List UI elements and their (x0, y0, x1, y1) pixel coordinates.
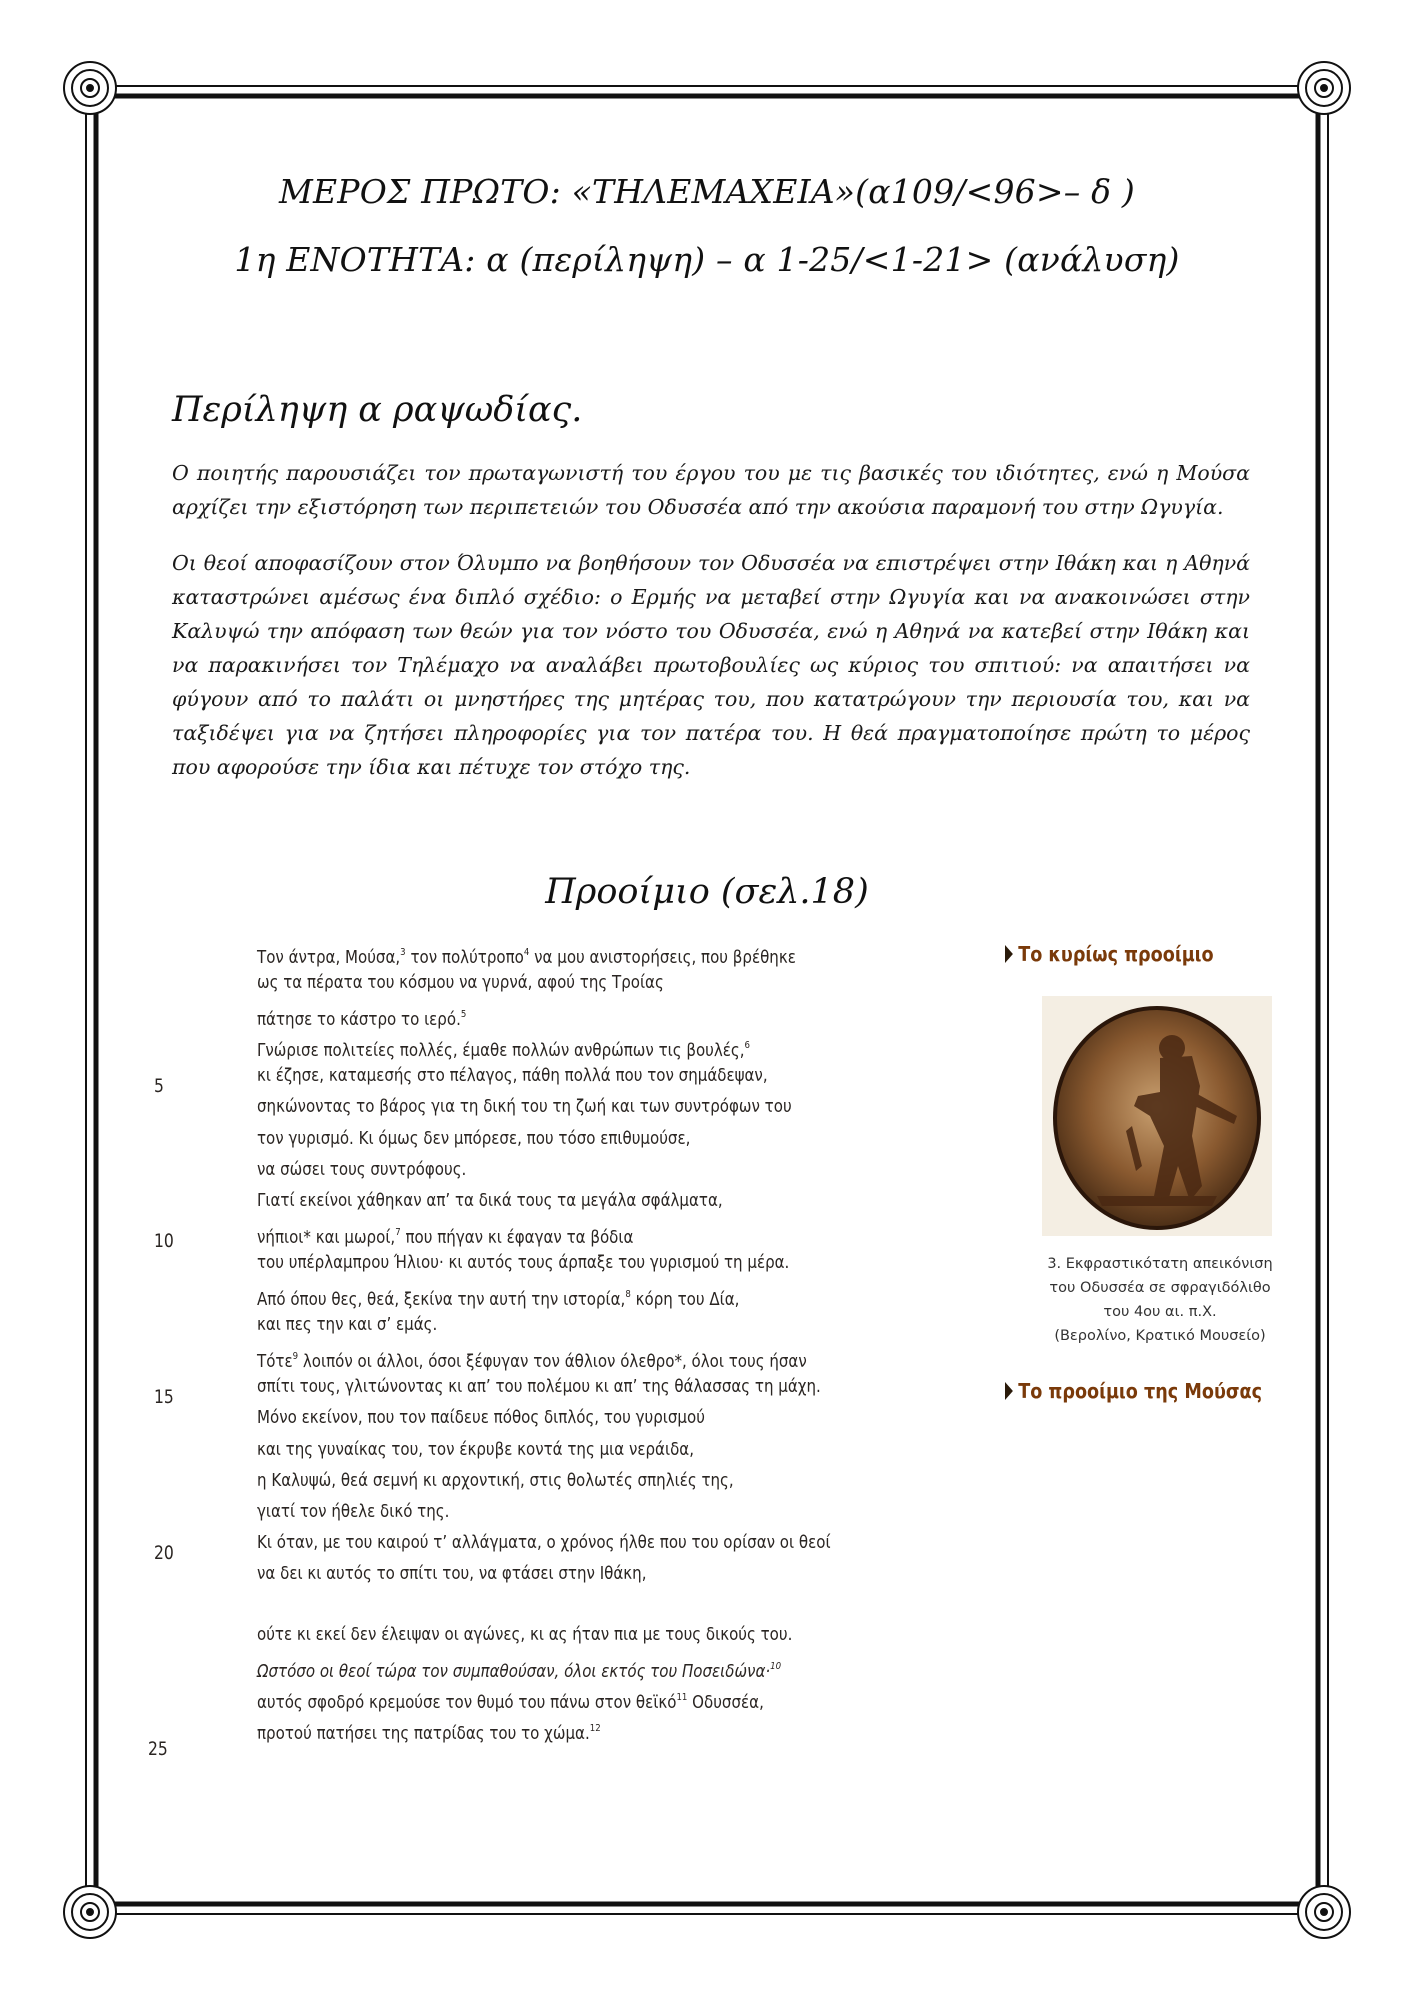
verse-text: σηκώνοντας το βάρος για τη δική του τη ζωή και των συντρόφων του (257, 1097, 792, 1118)
footnote-ref: 6 (744, 1040, 751, 1052)
triangle-bullet-icon (1005, 945, 1013, 963)
verse-line (257, 1124, 807, 1155)
verse-line (257, 1279, 807, 1310)
verse-line (257, 968, 807, 999)
footnote-ref: 12 (589, 1723, 601, 1735)
verse-line (257, 1435, 807, 1466)
unit-heading: 1η ΕΝΟΤΗΤΑ: α (περίληψη) – α 1-25/<1-21> (ανάλυση) (234, 240, 1180, 279)
summary-paragraph-1: Ο ποιητής παρουσιάζει τον πρωταγωνιστή του έργου του με τις βασικές του ιδιότητες, ενώ η Μούσα αρχίζει την εξιστόρηση των περιπετειών του Οδυσσέα από την ακούσια παραμονή του στην Ωγυγία. (172, 461, 1250, 519)
line-number: 5 (154, 1075, 164, 1097)
verse-line (257, 1248, 807, 1279)
verse-text: νήπιοι* και μωροί, (257, 1227, 396, 1248)
footnote-ref: 9 (292, 1351, 299, 1363)
verse-line (257, 1341, 807, 1372)
footnote-ref: 7 (395, 1226, 401, 1238)
caption-line: του 4ου αι. π.Χ. (1103, 1304, 1217, 1320)
verse-line (257, 1497, 807, 1528)
verse-text: Κι όταν, με του καιρού τ’ αλλάγματα, ο χρόνος ήλθε που του ορίσαν οι θεοί (257, 1532, 831, 1553)
verse-line (257, 1092, 807, 1123)
verse-line (257, 1651, 807, 1682)
sidebar-heading-muse-prooimio (1005, 1379, 1262, 1403)
verse-line (257, 1713, 807, 1744)
verse-text: κόρη του Δία, (630, 1290, 740, 1311)
corner-ornament-bl (64, 1886, 116, 1938)
verse-text: Ωστόσο οι θεοί τώρα τον συμπαθούσαν, όλοι εκτός του Ποσειδώνα· (257, 1662, 771, 1683)
verse-text: Μόνο εκείνον, που τον παίδευε πόθος διπλός, του γυρισμού (257, 1408, 705, 1429)
verse-line (257, 1559, 807, 1590)
seal-stone-image (1042, 996, 1272, 1236)
line-number: 25 (148, 1738, 168, 1760)
corner-ornament-tl (64, 62, 116, 114)
verse-line (257, 1466, 807, 1497)
verse-text: να μου ανιστορήσεις, που βρέθηκε (529, 948, 796, 968)
footnote-ref: 8 (625, 1289, 631, 1301)
corner-ornament-br (1298, 1886, 1350, 1938)
line-number: 20 (154, 1542, 174, 1564)
image-caption (1000, 1252, 1320, 1348)
sidebar-heading-label: Το προοίμιο της Μούσας (1018, 1379, 1263, 1403)
verse-line (257, 1030, 807, 1061)
verse-text: Οδυσσέα, (687, 1693, 764, 1714)
footnote-ref: 11 (676, 1692, 688, 1704)
verse-line (257, 1620, 807, 1651)
verse-line (257, 937, 807, 968)
verse-text: να δει κι αυτός το σπίτι του, να φτάσει στην Ιθάκη, (257, 1563, 647, 1584)
caption-line: του Οδυσσέα σε σφραγιδόλιθο (1049, 1280, 1271, 1296)
verse-text: του υπέρλαμπρου Ήλιου· κι αυτός τους άρπαξε του γυρισμού τη μέρα. (257, 1252, 790, 1273)
verse-line (257, 1155, 807, 1186)
verse-text: και της γυναίκας του, τον έκρυβε κοντά της μια νεράιδα, (257, 1439, 694, 1460)
verse-text: Τότε (257, 1352, 293, 1373)
verse-text: λοιπόν οι άλλοι, όσοι ξέφυγαν τον άθλιον όλεθρο*, όλοι τους ήσαν (298, 1352, 807, 1373)
verse-text: ως τα πέρατα του κόσμου να γυρνά, αφού της Τροίας (257, 973, 664, 994)
sidebar-heading-main-prooimio (1005, 942, 1214, 966)
caption-line: (Βερολίνο, Κρατικό Μουσείο) (1054, 1328, 1266, 1344)
verse-text: τον γυρισμό. Κι όμως δεν μπόρεσε, που τόσο επιθυμούσε, (257, 1128, 691, 1149)
verse-line (257, 1061, 807, 1092)
verse-line (257, 1372, 821, 1403)
line-number: 15 (154, 1386, 174, 1408)
verse-text: κι έζησε, καταμεσής στο πέλαγος, πάθη πολλά που τον σημάδεψαν, (257, 1066, 768, 1087)
verse-text: Γνώρισε πολιτείες πολλές, έμαθε πολλών ανθρώπων τις βουλές, (257, 1041, 745, 1062)
verse-text: τον πολύτροπο (405, 948, 524, 968)
verse-line (257, 1310, 807, 1341)
prooimio-verses (257, 937, 831, 1745)
caption-line: 3. Εκφραστικότατη απεικόνιση (1047, 1256, 1273, 1272)
verse-line (257, 1682, 807, 1713)
verse-text: ούτε κι εκεί δεν έλειψαν οι αγώνες, κι ας ήταν πια με τους δικούς του. (257, 1624, 793, 1645)
verse-text: η Καλυψώ, θεά σεμνή κι αρχοντική, στις θολωτές σπηλιές της, (257, 1470, 734, 1491)
verse-text: Γιατί εκείνοι χάθηκαν απ’ τα δικά τους τα μεγάλα σφάλματα, (257, 1190, 723, 1211)
verse-text: προτού πατήσει της πατρίδας του το χώμα. (257, 1724, 590, 1745)
verse-text: Από όπου θες, θεά, ξεκίνα την αυτή την ιστορία, (257, 1290, 626, 1311)
verse-line (257, 1217, 807, 1248)
footnote-ref: 4 (523, 947, 530, 958)
prooimio-title: Προοίμιο (σελ.18) (545, 872, 869, 912)
verse-text: σπίτι τους, γλιτώνοντας κι απ’ του πολέμου κι απ’ της θάλασσας τη μάχη. (257, 1377, 821, 1398)
summary-title: Περίληψη α ραψωδίας. (172, 390, 583, 430)
verse-text: και πες την και σ’ εμάς. (257, 1315, 438, 1336)
footnote-ref: 10 (770, 1661, 782, 1673)
verse-text: αυτός σφοδρό κρεμούσε τον θυμό του πάνω στον θεϊκό (257, 1693, 677, 1714)
verse-line (257, 1403, 807, 1434)
verse-text: πάτησε το κάστρο το ιερό. (257, 1010, 461, 1031)
summary-paragraph-2: Οι θεοί αποφασίζουν στον Όλυμπο να βοηθήσουν τον Οδυσσέα να επιστρέψει στην Ιθάκη και η Αθηνά καταστρώνει αμέσως ένα διπλό σχέδιο: ο Ερμής να μεταβεί στην Ωγυγία και να ανακοινώσει στην Καλυψώ την απόφαση των θεών για τον νόστο του Οδυσσέα, ενώ η Αθηνά να κατεβεί στην Ιθάκη και να παρακινήσει τον Τηλέμαχο να αναλάβει πρωτοβουλίες ως κύριος του σπιτιού: να απαιτήσει να φύγουν από το παλάτι οι μνηστήρες της μητέρας του, που κατατρώγουν την περιουσία του, και να ταξιδέψει για να ζητήσει πληροφορίες για τον πατέρα του. Η θεά πραγματοποίησε πρώτη το μέρος που αφορούσε την ίδια και πέτυχε τον στόχο της. (172, 551, 1250, 779)
verse-text: γιατί τον ήθελε δικό της. (257, 1501, 450, 1522)
line-number: 10 (154, 1230, 174, 1252)
verse-text: που πήγαν κι έφαγαν τα βόδια (400, 1227, 634, 1248)
verse-line (257, 999, 807, 1030)
footnote-ref: 3 (400, 947, 406, 958)
verse-text: Τον άντρα, Μούσα, (257, 948, 401, 968)
triangle-bullet-icon (1005, 1382, 1013, 1400)
verse-line (257, 1186, 807, 1217)
part-heading: ΜΕΡΟΣ ΠΡΩΤΟ: «ΤΗΛΕΜΑΧΕΙΑ»(α109/<96>– δ ) (279, 172, 1135, 211)
verse-line (257, 1528, 831, 1559)
footnote-ref: 5 (460, 1009, 467, 1021)
sidebar-heading-label: Το κυρίως προοίμιο (1018, 942, 1214, 966)
verse-text: να σώσει τους συντρόφους. (257, 1159, 467, 1180)
corner-ornament-tr (1298, 62, 1350, 114)
